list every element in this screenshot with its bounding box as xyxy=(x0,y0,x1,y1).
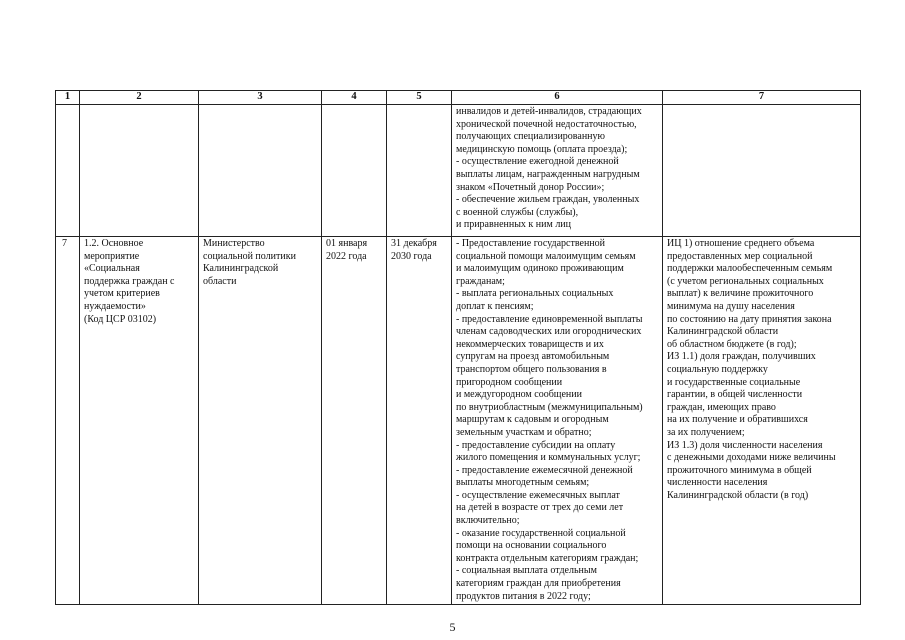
header-col-2: 2 xyxy=(80,91,199,105)
text-line: включительно; xyxy=(456,515,520,527)
text-line: 1.2. Основное xyxy=(84,238,144,249)
text-line: граждан, имеющих право xyxy=(667,401,776,413)
cont-measures-cell xyxy=(452,105,663,237)
text-line: по внутриобластным (межмуниципальным) xyxy=(456,401,643,413)
text-line: - оказание государственной социальной xyxy=(456,527,626,539)
cont-indicators-cell xyxy=(663,105,861,237)
text-line: получающих специализированную xyxy=(456,131,606,143)
text-line: минимума на душу населения xyxy=(667,300,795,312)
cont-executor-cell xyxy=(199,105,322,237)
text-line: членам садоводческих или огороднических xyxy=(456,326,642,338)
text-line: предоставленных мер социальной xyxy=(667,250,813,262)
text-line: социальной помощи малоимущим семьям xyxy=(456,250,636,262)
text-line: и государственные социальные xyxy=(667,376,801,388)
cont-event-cell xyxy=(80,105,199,237)
text-line: на детей в возрасте от трех до семи лет xyxy=(456,502,624,514)
text-line: мероприятие xyxy=(84,250,140,262)
text-line: супругам на проезд автомобильным xyxy=(456,351,610,363)
text-line: - Предоставление государственной xyxy=(456,238,605,249)
cont-start-cell xyxy=(322,105,387,237)
text-line: 2030 года xyxy=(391,250,432,262)
text-line: Калининградской области xyxy=(667,326,779,338)
text-line: ИЗ 1.1) доля граждан, получивших xyxy=(667,351,816,363)
text-line: гарантии, в общей численности xyxy=(667,389,803,401)
measures-cell xyxy=(452,237,663,605)
executor-cell xyxy=(199,237,322,605)
text-line: ИЗ 1.3) доля численности населения xyxy=(667,439,823,451)
program-table xyxy=(55,90,861,605)
text-line: Калининградской области (в год) xyxy=(667,489,809,501)
text-line: нуждаемости» xyxy=(84,300,146,312)
text-line: транспортом общего пользования в xyxy=(456,363,607,375)
text-line: за их получением; xyxy=(667,426,745,438)
text-line: области xyxy=(203,275,237,287)
text-line: - осуществление ежемесячных выплат xyxy=(456,489,620,501)
text-line: 01 января xyxy=(326,238,368,249)
header-row xyxy=(56,91,861,105)
text-line: - социальная выплата отдельным xyxy=(456,565,597,577)
text-line: (с учетом региональных социальных xyxy=(667,275,824,287)
text-line: выплат) к величине прожиточного xyxy=(667,288,814,300)
text-line: социальной политики xyxy=(203,250,296,262)
text-line: выплаты многодетным семьям; xyxy=(456,477,590,489)
text-line: - выплата региональных социальных xyxy=(456,288,614,300)
text-line: и приравненных к ним лиц xyxy=(456,219,572,231)
text-line: - предоставление субсидии на оплату xyxy=(456,439,616,451)
text-line: доплат к пенсиям; xyxy=(456,300,534,312)
text-line: с денежными доходами ниже величины xyxy=(667,452,836,464)
text-line: - осуществление ежегодной денежной xyxy=(456,156,619,168)
text-line: об областном бюджете (в год); xyxy=(667,338,797,350)
header-col-6: 6 xyxy=(452,91,663,105)
text-line: - предоставление единовременной выплаты xyxy=(456,313,643,325)
row-number: 7 xyxy=(56,237,80,605)
page-number: 5 xyxy=(449,620,456,634)
text-line: маршрутам к садовым и огородным xyxy=(456,414,609,426)
end-date-cell xyxy=(387,237,452,605)
text-line: 2022 года xyxy=(326,250,367,262)
text-line: жилого помещения и коммунальных услуг; xyxy=(456,452,641,464)
text-line: учетом критериев xyxy=(84,288,160,300)
text-line: контракта отдельным категориям граждан; xyxy=(456,552,639,564)
text-line: ИЦ 1) отношение среднего объема xyxy=(667,238,815,249)
text-line: продуктов питания в 2022 году; xyxy=(456,590,591,602)
text-line: с военной службы (службы), xyxy=(456,206,579,218)
event-cell xyxy=(80,237,199,605)
text-line: - предоставление ежемесячной денежной xyxy=(456,464,633,476)
text-line: и малоимущим одиноко проживающим xyxy=(456,263,624,275)
text-line: 31 декабря xyxy=(391,238,437,249)
text-line: по состоянию на дату принятия закона xyxy=(667,313,832,325)
header-col-1: 1 xyxy=(56,91,80,105)
text-line: поддержки малообеспеченным семьям xyxy=(667,263,833,275)
cont-num-cell xyxy=(56,105,80,237)
text-line: некоммерческих товариществ и их xyxy=(456,338,604,350)
text-line: и междугородном сообщении xyxy=(456,389,582,401)
header-col-3: 3 xyxy=(199,91,322,105)
text-line: (Код ЦСР 03102) xyxy=(84,313,157,325)
text-line: пригородном сообщении xyxy=(456,376,563,388)
text-line: поддержка граждан с xyxy=(84,275,175,287)
text-line: помощи на основании социального xyxy=(456,540,607,552)
text-line: медицинскую помощь (оплата проезда); xyxy=(456,143,628,155)
text-line: выплаты лицам, награжденным нагрудным xyxy=(456,168,640,180)
table-row-7 xyxy=(56,237,861,605)
text-line: инвалидов и детей-инвалидов, страдающих xyxy=(456,106,642,117)
text-line: на их получение и обратившихся xyxy=(667,414,808,426)
text-line: знаком «Почетный донор России»; xyxy=(456,181,605,193)
text-line: гражданам; xyxy=(456,275,505,287)
text-line: прожиточного минимума в общей xyxy=(667,464,812,476)
text-line: Калининградской xyxy=(203,263,279,275)
text-line: земельным участкам и обратно; xyxy=(456,426,592,438)
text-line: социальную поддержку xyxy=(667,363,768,375)
cont-end-cell xyxy=(387,105,452,237)
text-line: Министерство xyxy=(203,238,265,249)
header-col-5: 5 xyxy=(387,91,452,105)
continuation-row xyxy=(56,105,861,237)
header-col-7: 7 xyxy=(663,91,861,105)
header-col-4: 4 xyxy=(322,91,387,105)
start-date-cell xyxy=(322,237,387,605)
text-line: - обеспечение жильем граждан, уволенных xyxy=(456,194,640,206)
text-line: численности населения xyxy=(667,477,768,489)
text-line: категориям граждан для приобретения xyxy=(456,578,621,590)
text-line: хронической почечной недостаточностью, xyxy=(456,118,637,130)
indicators-cell xyxy=(663,237,861,605)
text-line: «Социальная xyxy=(84,263,140,275)
